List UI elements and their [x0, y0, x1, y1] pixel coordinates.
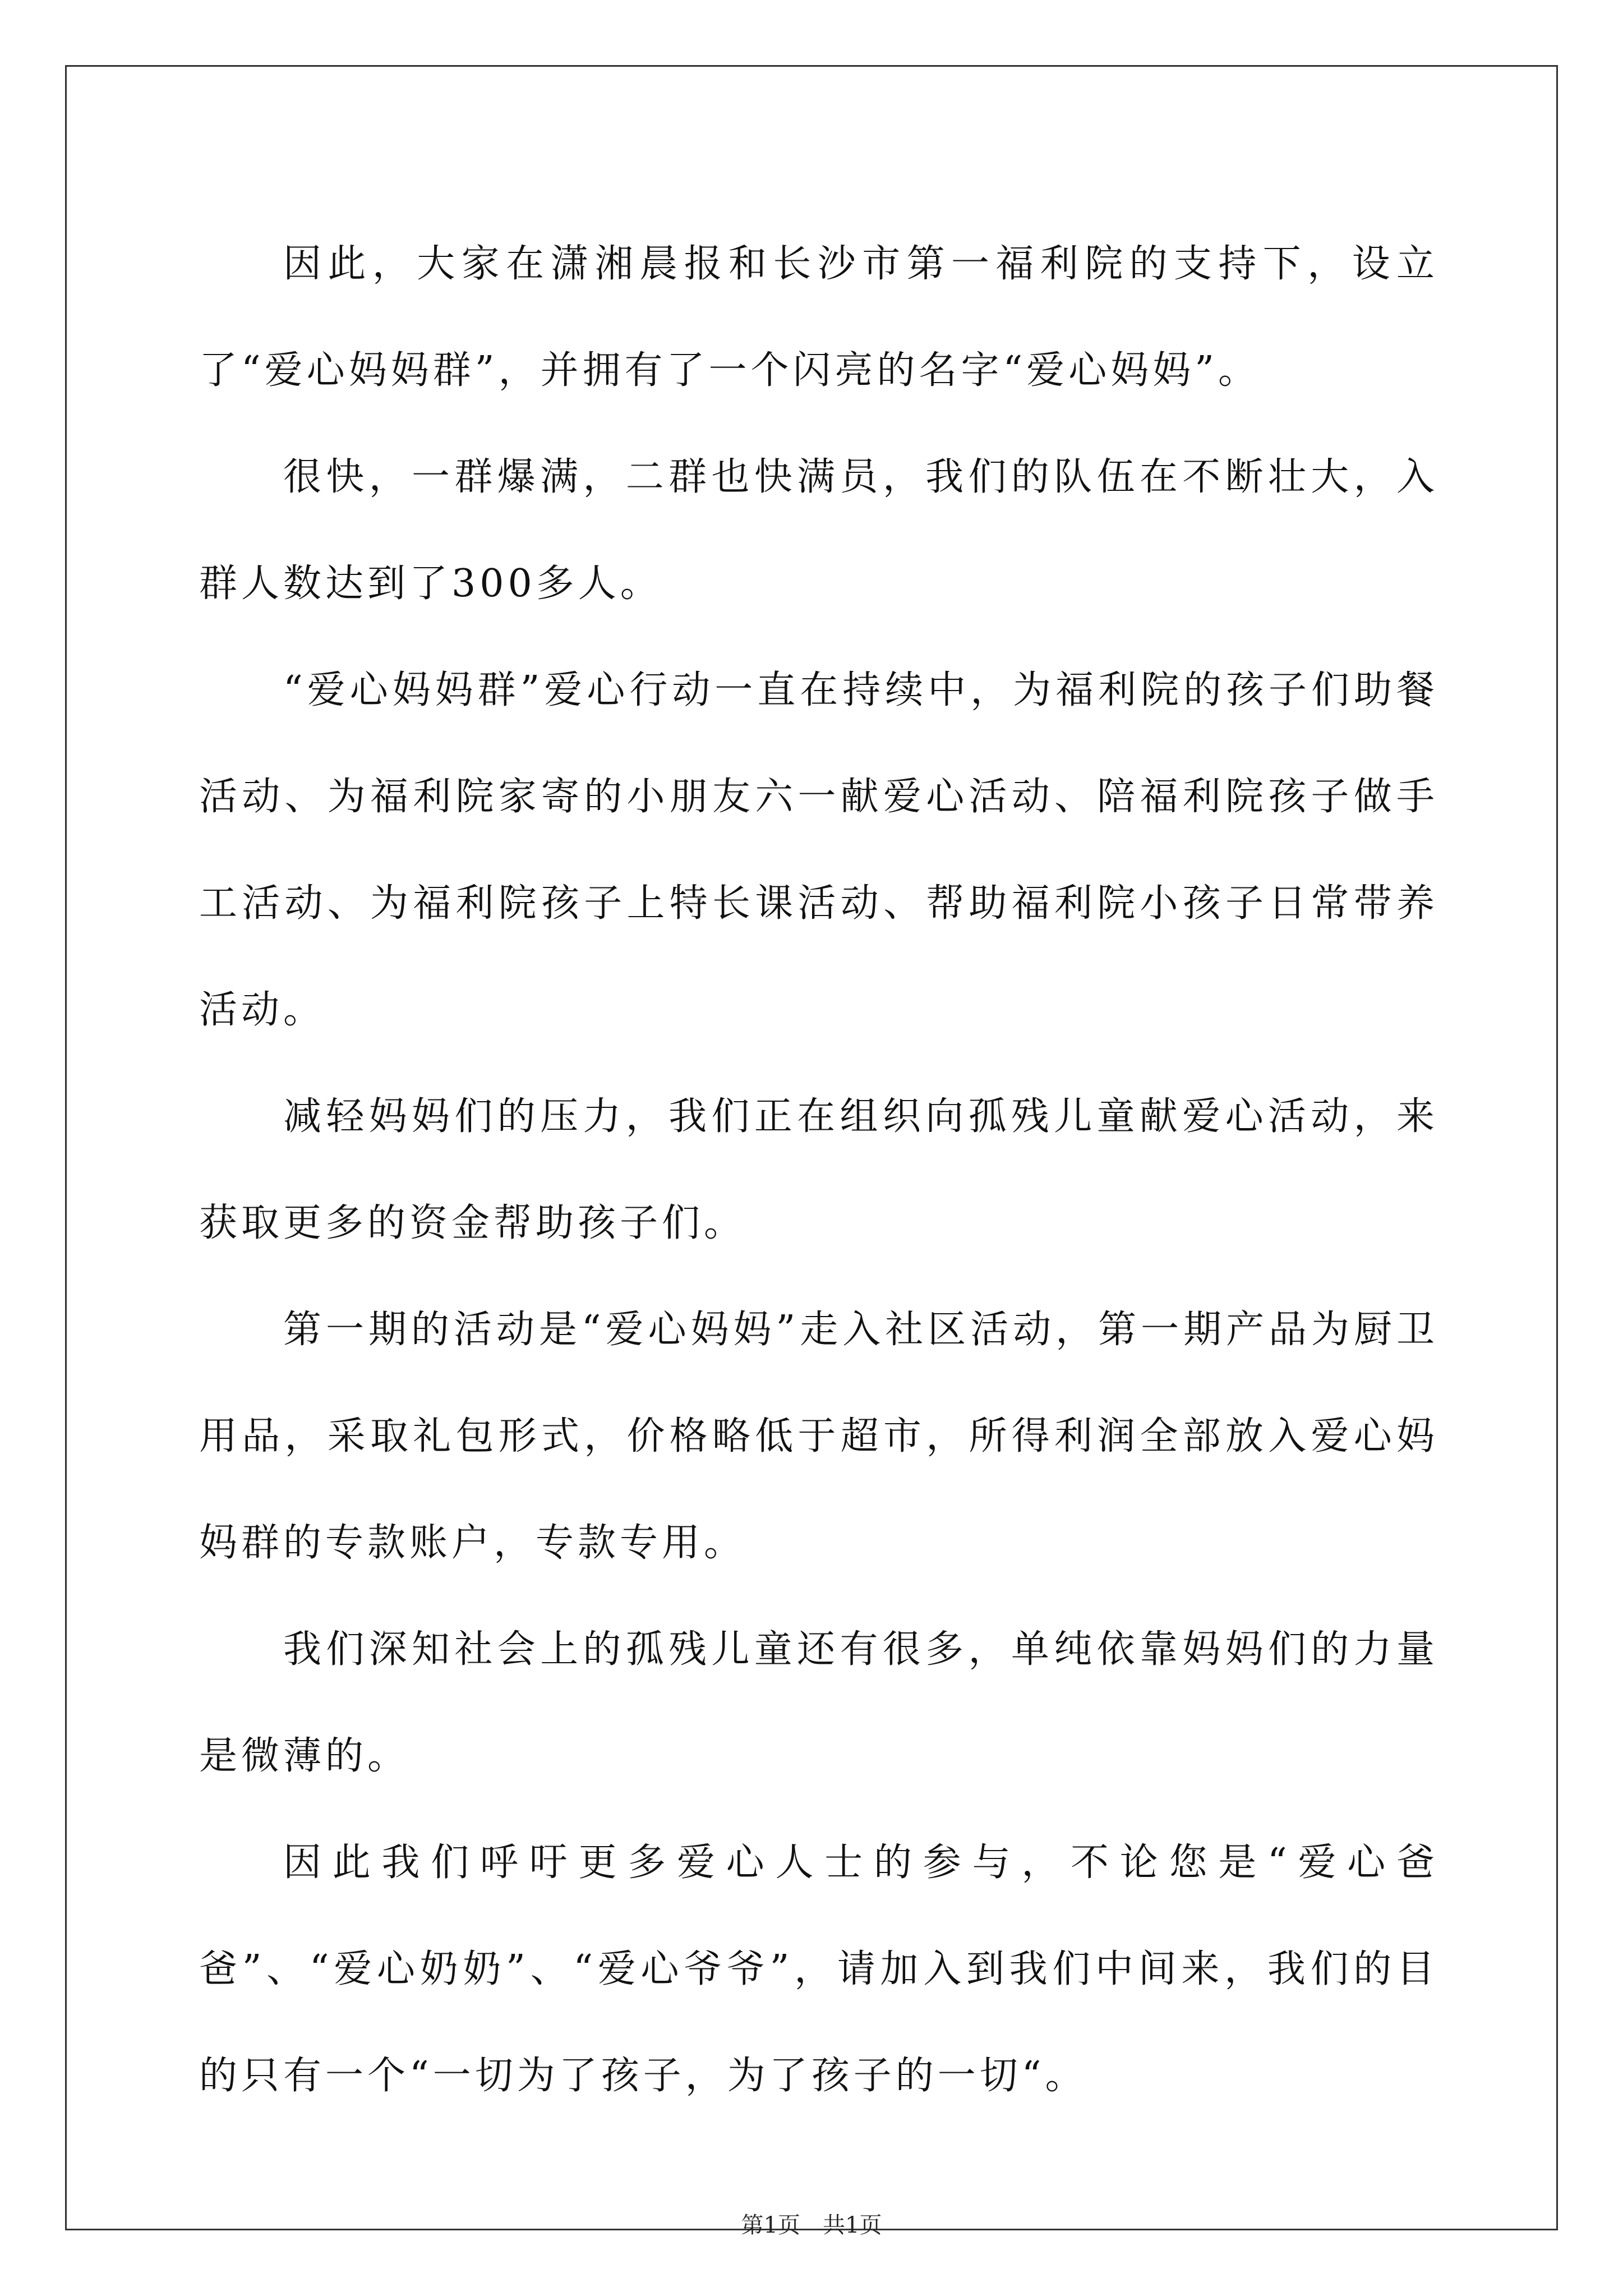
paragraph: 很快，一群爆满，二群也快满员，我们的队伍在不断壮大，入群人数达到了300多人。	[199, 455, 1438, 606]
paragraph: 因此，大家在潇湘晨报和长沙市第一福利院的支持下，设立了“爱心妈妈群”，并拥有了一个闪亮的名字“爱心妈妈”。	[199, 242, 1438, 393]
paragraph: 第一期的活动是“爱心妈妈”走入社区活动，第一期产品为厨卫用品，采取礼包形式，价格略低于超市，所得利润全部放入爱心妈妈群的专款账户，专款专用。	[199, 1308, 1438, 1565]
page-footer: 第1页 共1页	[741, 2212, 882, 2238]
paragraph: 因此我们呼吁更多爱心人士的参与，不论您是“爱心爸爸”、“爱心奶奶”、“爱心爷爷”，请加入到我们中间来，我们的目的只有一个“一切为了孩子，为了孩子的一切“。	[199, 1841, 1438, 2098]
paragraph: 减轻妈妈们的压力，我们正在组织向孤残儿童献爱心活动，来获取更多的资金帮助孩子们。	[199, 1094, 1438, 1245]
paragraph: 我们深知社会上的孤残儿童还有很多，单纯依靠妈妈们的力量是微薄的。	[199, 1627, 1438, 1778]
paragraph: “爱心妈妈群”爱心行动一直在持续中，为福利院的孩子们助餐活动、为福利院家寄的小朋友六一献爱心活动、陪福利院孩子做手工活动、为福利院孩子上特长课活动、帮助福利院小孩子日常带养活动。	[199, 668, 1438, 1032]
document-body	[199, 211, 1438, 2129]
